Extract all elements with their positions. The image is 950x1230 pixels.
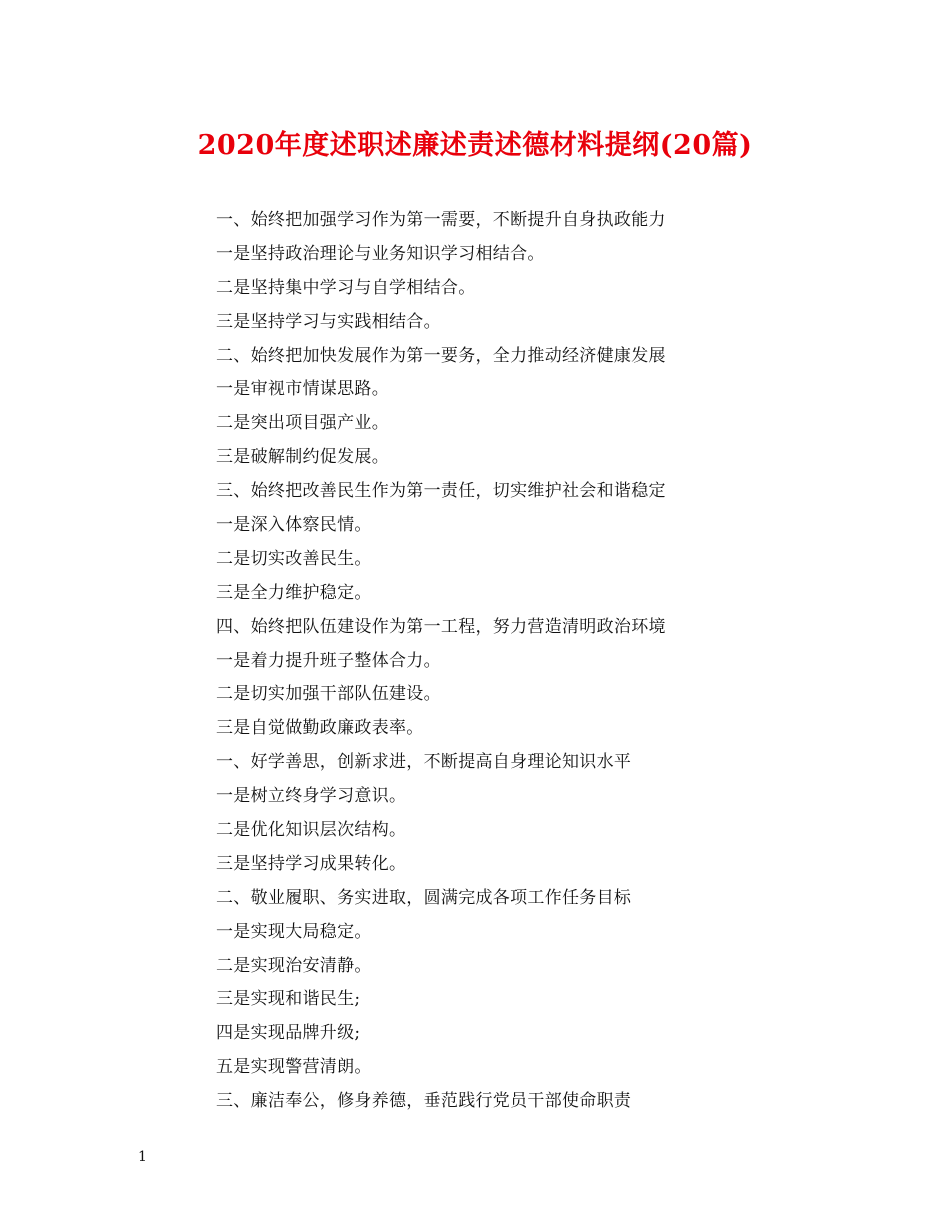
document-line: 一、好学善思，创新求进，不断提高自身理论知识水平: [216, 752, 632, 773]
document-line: 三、始终把改善民生作为第一责任，切实维护社会和谐稳定: [216, 481, 666, 502]
document-line: 二、敬业履职、务实进取，圆满完成各项工作任务目标: [216, 887, 632, 908]
document-line: 二是坚持集中学习与自学相结合。: [216, 277, 476, 298]
document-line: 一是树立终身学习意识。: [216, 786, 407, 807]
document-line: 二是优化知识层次结构。: [216, 820, 407, 841]
document-line: 三是坚持学习成果转化。: [216, 853, 407, 874]
document-line: 一是审视市情谋思路。: [216, 379, 389, 400]
document-line: 三、廉洁奉公，修身养德，垂范践行党员干部使命职责: [216, 1091, 632, 1112]
document-line: 三是坚持学习与实践相结合。: [216, 311, 441, 332]
document-line: 一是坚持政治理论与业务知识学习相结合。: [216, 243, 545, 264]
document-line: 一是深入体察民情。: [216, 515, 372, 536]
page-number: 1: [138, 1149, 147, 1165]
document-line: 三是实现和谐民生;: [216, 989, 361, 1010]
document-line: 四是实现品牌升级;: [216, 1023, 361, 1044]
document-line: 四、始终把队伍建设作为第一工程，努力营造清明政治环境: [216, 616, 666, 637]
document-line: 三是全力维护稳定。: [216, 582, 372, 603]
document-line: 一是着力提升班子整体合力。: [216, 650, 441, 671]
document-line: 三是破解制约促发展。: [216, 447, 389, 468]
document-body: [216, 204, 856, 1119]
document-line: 二是切实改善民生。: [216, 548, 372, 569]
document-title: 2020年度述职述廉述责述德材料提纲(20篇): [197, 130, 753, 161]
document-line: 三是自觉做勤政廉政表率。: [216, 718, 424, 739]
document-line: 二、始终把加快发展作为第一要务，全力推动经济健康发展: [216, 345, 666, 366]
document-line: 一、始终把加强学习作为第一需要，不断提升自身执政能力: [216, 210, 666, 230]
document-line: 二是切实加强干部队伍建设。: [216, 684, 441, 705]
document-line: 二是实现治安清静。: [216, 955, 372, 976]
document-line: 一是实现大局稳定。: [216, 921, 372, 942]
document-line: 五是实现警营清朗。: [216, 1057, 372, 1078]
document-line: 二是突出项目强产业。: [216, 413, 389, 434]
